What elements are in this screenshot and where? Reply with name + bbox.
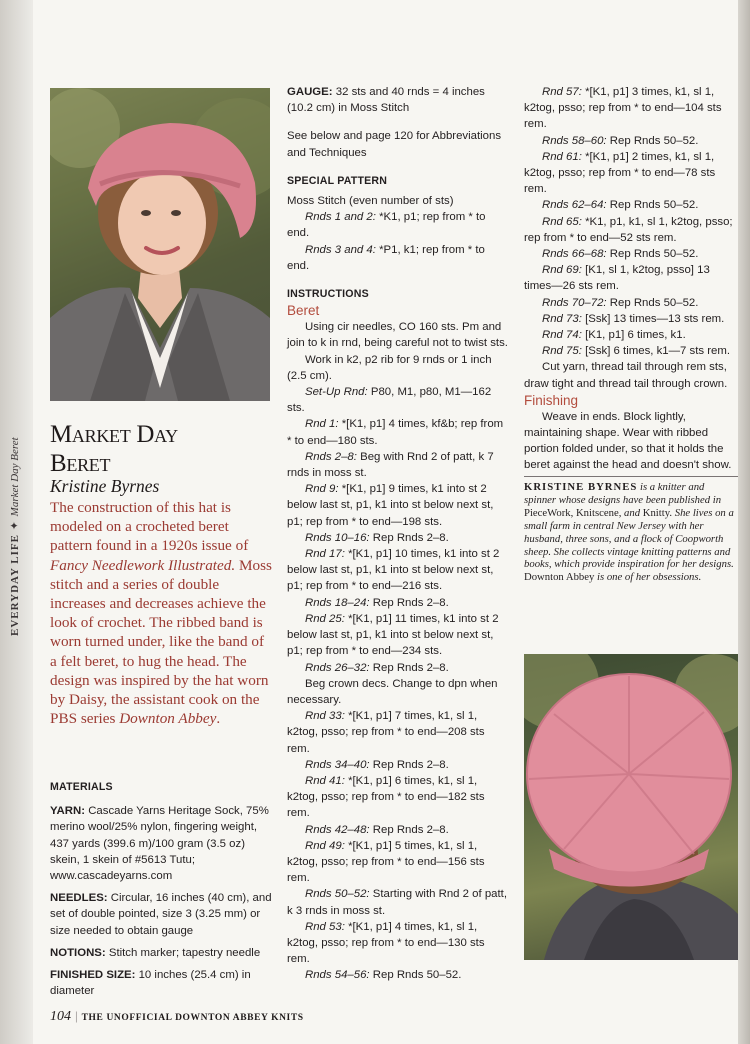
round-label: Rnd 25: <box>305 612 345 625</box>
bio-text-2: and <box>621 506 643 519</box>
instructions-para-2: Work in k2, p2 rib for 9 rnds or 1 inch (2.5 cm). <box>287 353 492 382</box>
notions-item <box>50 945 274 961</box>
round-text: Rep Rnds 50–52. <box>606 248 699 261</box>
round-label: Rnds 70–72: <box>542 296 607 309</box>
round-label: Rnd 9: <box>305 483 339 496</box>
yarn-item <box>50 803 274 884</box>
gauge-label: GAUGE: <box>287 86 333 98</box>
round-text: Cut yarn, thread tail through rem sts, draw tight and thread tail through crown. <box>524 361 728 390</box>
round-label: Rnd 53: <box>305 920 345 933</box>
size-label: FINISHED SIZE: <box>50 969 136 982</box>
round-text: Rep Rnds 50–52. <box>369 969 462 982</box>
round-label: Rnds 10–16: <box>305 531 370 544</box>
round-text: [Ssk] 6 times, k1—7 sts rem. <box>581 345 731 358</box>
notions-label: NOTIONS: <box>50 946 106 959</box>
size-text: 10 inches (25.4 cm) in diameter <box>50 969 251 998</box>
round-instruction <box>287 757 509 773</box>
round-instruction <box>524 133 738 149</box>
moss-row-1 <box>287 209 509 241</box>
round-instruction <box>524 214 738 246</box>
round-text: *[K1, p1] 9 times, k1 into st 2 below last st, p1, k1 into st below next st, p1; rep from * to end—198 sts. <box>287 483 494 528</box>
round-label: Rnds 58–60: <box>542 134 607 147</box>
round-text: *[K1, p1] 5 times, k1, sl 1, k2tog, psso; rep from * to end—156 sts rem. <box>287 839 485 885</box>
bio-book: Downton Abbey <box>524 571 595 584</box>
round-instruction <box>287 967 509 983</box>
round-instruction <box>287 838 509 887</box>
moss-row-1-label: Rnds 1 and 2: <box>305 211 376 224</box>
model-photo <box>50 88 270 401</box>
next-page-edge <box>738 0 750 1044</box>
round-label: Rnd 73: <box>542 312 582 325</box>
finishing-subheading: Finishing <box>524 392 579 408</box>
round-label: Rnds 42–48: <box>305 823 370 836</box>
round-instruction <box>287 384 509 416</box>
moss-row-2-text: *P1, k1; rep from * to end. <box>287 243 485 272</box>
book-title: THE UNOFFICIAL DOWNTON ABBEY KNITS <box>81 1013 304 1023</box>
bio-pub-3: Knitty. <box>642 506 673 519</box>
round-instruction <box>287 708 509 757</box>
round-text: P80, M1, p80, M1—162 sts. <box>287 386 492 415</box>
round-label: Rnd 33: <box>305 710 345 723</box>
yarn-text: Cascade Yarns Heritage Sock, 75% merino wool/25% nylon, fingering weight, 437 yards (399.6 m)/100 gram (3.5 oz) skein, 1 skein of #5613 Tutu; www.cascadeyarns.com <box>50 805 269 883</box>
gauge-text: 32 sts and 40 rnds = 4 inches (10.2 cm) in Moss Stitch <box>287 86 485 115</box>
running-head-vertical <box>8 437 21 636</box>
moss-stitch-name: Moss Stitch (even number of sts) <box>287 195 454 208</box>
moss-row-2-label: Rnds 3 and 4: <box>305 243 376 256</box>
round-label: Rnd 69: <box>542 264 582 277</box>
round-label: Rnd 1: <box>305 418 339 431</box>
round-text: Rep Rnds 50–52. <box>606 296 699 309</box>
round-label: Rnd 41: <box>305 774 345 787</box>
round-instruction <box>524 311 738 327</box>
round-text: *[K1, p1] 10 times, k1 into st 2 below last st, p1, k1 into st below next st, p1; rep from * to end—216 sts. <box>287 548 500 593</box>
round-text: Rep Rnds 2–8. <box>369 596 449 609</box>
page-number: 104 <box>50 1009 71 1024</box>
bio-text-4: is one of her obsessions. <box>594 571 702 584</box>
round-text: *[K1, p1] 4 times, k1, sl 1, k2tog, psso; rep from * to end—130 sts rem. <box>287 920 485 966</box>
round-label: Rnds 66–68: <box>542 248 607 261</box>
needles-item <box>50 890 274 939</box>
article-title <box>50 420 178 478</box>
round-instruction <box>287 481 509 530</box>
round-text: *[K1, p1] 11 times, k1 into st 2 below last st, p1, k1 into st below next st, p1; rep from * to end—234 sts. <box>287 612 499 658</box>
needles-label: NEEDLES: <box>50 892 108 905</box>
page-footer <box>50 1008 304 1025</box>
round-label: Rnds 18–24: <box>305 596 370 609</box>
materials-heading: MATERIALS <box>50 781 113 793</box>
round-label: Rnd 17: <box>305 548 345 561</box>
separator-icon: ✦ <box>9 520 21 531</box>
model-illustration <box>50 88 270 401</box>
round-list-1 <box>287 384 509 984</box>
intro-text-3: . <box>216 710 221 728</box>
round-instruction <box>287 773 509 822</box>
round-text: *[K1, p1] 7 times, k1, sl 1, k2tog, psso; rep from * to end—208 sts rem. <box>287 710 485 755</box>
round-instruction <box>524 262 738 294</box>
round-instruction <box>287 449 509 481</box>
round-label: Rnds 34–40: <box>305 758 370 771</box>
section-label: EVERYDAY LIFE <box>9 534 21 636</box>
round-text: [K1, p1] 6 times, k1. <box>581 329 686 342</box>
round-instruction <box>524 84 738 133</box>
yarn-label: YARN: <box>50 805 86 818</box>
round-label: Rnds 54–56: <box>305 969 370 982</box>
round-instruction <box>287 660 509 676</box>
author-byline: Kristine Byrnes <box>50 476 160 496</box>
gauge <box>287 84 509 116</box>
finishing-text: Weave in ends. Block lightly, maintaining shape. Wear with ribbed portion folded under, so that it holds the beret against the head and doesn't show. <box>524 410 732 472</box>
round-instruction <box>287 546 509 595</box>
size-item <box>50 967 274 999</box>
intro-text-2: Moss stitch and a series of double increases and decreases achieve the look of crochet. The ribbed band is worn turned under, like the band of a felt beret, to hug the head. The design was inspired by the hat worn by Daisy, the assistant cook on the PBS series <box>50 556 272 728</box>
round-instruction <box>287 886 509 918</box>
round-label: Rnds 50–52: <box>305 888 370 901</box>
round-text: [K1, sl 1, k2tog, psso] 13 times—26 sts rem. <box>524 264 710 293</box>
abbreviations-note: See below and page 120 for Abbreviations and Techniques <box>287 130 502 159</box>
round-instruction <box>287 611 509 660</box>
designer-bio <box>524 476 738 584</box>
round-text: Rep Rnds 50–52. <box>606 199 699 212</box>
bio-pubs: PieceWork, Knitscene, <box>524 506 622 519</box>
title-line-1: Market Day <box>50 421 178 448</box>
round-instruction <box>287 416 509 448</box>
round-label: Rnds 2–8: <box>305 450 357 463</box>
round-instruction <box>524 197 738 213</box>
intro-paragraph <box>50 498 274 728</box>
round-text: *[K1, p1] 4 times, kf&b; rep from * to end—180 sts. <box>287 418 504 447</box>
intro-text-1: The construction of this hat is modeled on a crocheted beret pattern found in a 1920s issue of <box>50 499 249 555</box>
round-text: *K1, p1, k1, sl 1, k2tog, psso; rep from * to end—52 sts rem. <box>524 215 733 244</box>
round-instruction <box>524 343 738 359</box>
round-text: Rep Rnds 2–8. <box>369 531 449 544</box>
intro-pub-name: Fancy Needlework Illustrated. <box>50 556 236 574</box>
round-label: Rnds 62–64: <box>542 199 607 212</box>
round-instruction <box>287 530 509 546</box>
round-text: *[K1, p1] 2 times, k1, sl 1, k2tog, psso; rep from * to end—78 sts rem. <box>524 150 716 196</box>
materials-section <box>50 779 274 999</box>
round-text: Starting with Rnd 2 of patt, k 3 rnds in moss st. <box>287 888 508 917</box>
round-instruction <box>287 919 509 968</box>
subsection-label: Market Day Beret <box>9 437 21 517</box>
bio-text-3: She lives on a small farm in central New Jersey with her husband, three sons, and a flock of Coopworth sheep. She collects vintage knitting patterns and books, which provide inspiration for her designs. <box>524 506 734 571</box>
round-instruction <box>524 246 738 262</box>
round-label: Rnd 74: <box>542 329 582 342</box>
round-text: Rep Rnds 2–8. <box>369 758 449 771</box>
notions-text: Stitch marker; tapestry needle <box>105 946 261 959</box>
round-label: Rnd 57: <box>542 86 582 98</box>
round-text: *[K1, p1] 3 times, k1, sl 1, k2tog, psso; rep from * to end—104 sts rem. <box>524 86 722 131</box>
round-instruction <box>524 327 738 343</box>
round-label: Rnd 65: <box>542 215 582 228</box>
intro-series-name: Downton Abbey <box>119 710 217 728</box>
round-text: Beg crown decs. Change to dpn when necessary. <box>287 677 498 706</box>
special-pattern-heading: SPECIAL PATTERN <box>287 174 388 187</box>
round-instruction <box>287 595 509 611</box>
round-text: Rep Rnds 2–8. <box>369 823 449 836</box>
round-text: [Ssk] 13 times—13 sts rem. <box>581 312 725 325</box>
instructions-heading: INSTRUCTIONS <box>287 288 369 301</box>
round-instruction <box>524 149 738 198</box>
round-list-2 <box>524 84 738 392</box>
round-instruction <box>287 822 509 838</box>
round-instruction <box>524 359 738 391</box>
instructions-para-1: Using cir needles, CO 160 sts. Pm and join to k in rnd, being careful not to twist sts. <box>287 321 508 350</box>
title-line-2: Beret <box>50 450 111 477</box>
pattern-column <box>287 84 509 984</box>
round-label: Rnds 26–32: <box>305 661 370 674</box>
round-text: Rep Rnds 50–52. <box>606 134 699 147</box>
beret-subheading: Beret <box>287 303 320 319</box>
round-text: Rep Rnds 2–8. <box>369 661 449 674</box>
moss-row-2 <box>287 242 509 274</box>
round-label: Rnd 75: <box>542 345 582 358</box>
footer-separator: | <box>75 1008 78 1023</box>
moss-row-1-text: *K1, p1; rep from * to end. <box>287 211 486 240</box>
beret-back-photo <box>524 654 738 960</box>
round-text: Beg with Rnd 2 of patt, k 7 rnds in moss st. <box>287 450 494 480</box>
round-label: Rnd 61: <box>542 150 582 163</box>
bio-name: KRISTINE BYRNES <box>524 481 638 493</box>
beret-back-illustration <box>524 654 738 960</box>
round-text: *[K1, p1] 6 times, k1, sl 1, k2tog, psso; rep from * to end—182 sts rem. <box>287 774 485 820</box>
round-instruction <box>524 295 738 311</box>
pattern-column-continued <box>524 84 738 474</box>
round-label: Rnd 49: <box>305 839 345 852</box>
bio-text-1: is a knitter and spinner whose designs have been published in <box>524 481 722 506</box>
round-instruction <box>287 676 509 708</box>
round-label: Set-Up Rnd: <box>305 386 368 399</box>
needles-text: Circular, 16 inches (40 cm), and set of double pointed, size 3 (3.25 mm) or size needed to obtain gauge <box>50 892 272 937</box>
